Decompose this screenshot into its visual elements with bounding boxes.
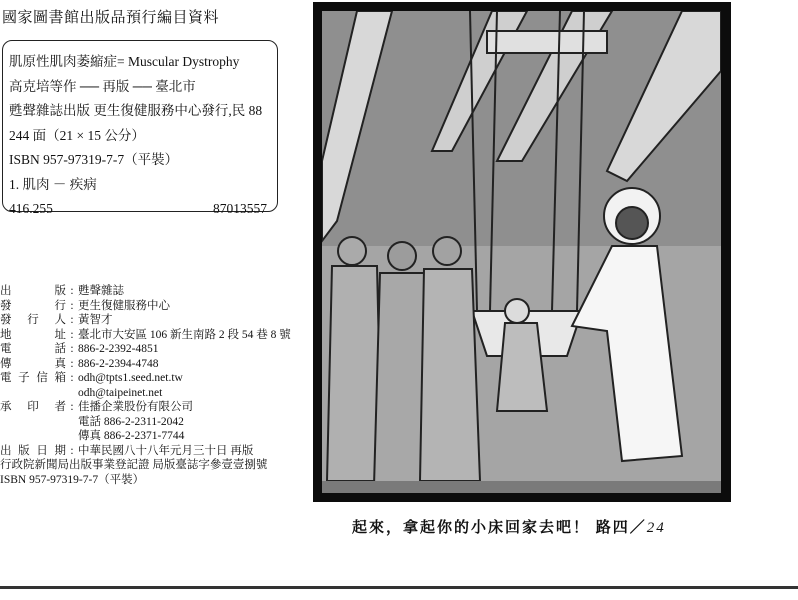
publisher-label: 出版	[0, 285, 66, 297]
cip-title-line: 肌原性肌肉萎縮症= Muscular Dystrophy	[9, 54, 240, 69]
colon: :	[70, 299, 74, 312]
phone-value: 886-2-2392-4851	[78, 343, 159, 355]
man-1-head	[338, 237, 366, 265]
publisher-value: 甦聲雜誌	[78, 285, 124, 297]
issuer-row	[0, 299, 300, 314]
man-3-head	[433, 237, 461, 265]
publication-info	[0, 284, 300, 487]
cip-class-number: 416.255	[9, 201, 53, 216]
man-1-body	[327, 266, 382, 481]
bottom-rule	[0, 586, 798, 589]
colon: :	[70, 401, 74, 413]
issuer-person-row	[0, 313, 300, 328]
fax-label: 傳真	[0, 357, 66, 370]
cip-pages-line: 244 面（21 × 15 公分）	[9, 127, 145, 143]
colon: :	[70, 314, 74, 326]
cip-publisher-line: 甦聲雜誌出版 更生復健服務中心發行,民 88	[9, 103, 263, 118]
isbn-line: ISBN 957-97319-7-7（平裝）	[0, 473, 145, 486]
cip-numbers-line	[9, 197, 277, 222]
fax-row	[0, 357, 300, 372]
issuer-value: 更生復健服務中心	[78, 299, 170, 312]
address-row	[0, 328, 300, 343]
roof-opening	[487, 31, 607, 53]
issuer-person-label: 發行人	[0, 314, 66, 326]
colon: :	[70, 328, 74, 341]
caption-page-number: 24	[646, 520, 666, 536]
colon: :	[70, 357, 74, 370]
printer-label: 承印者	[0, 401, 66, 413]
cip-heading: 國家圖書館出版品預行編目資料	[2, 10, 220, 26]
email-row	[0, 371, 300, 386]
registration-line: 行政院新聞局出版事業登記證 局版臺誌字參壹壹捌號	[0, 459, 268, 471]
illustration-healing-paralytic	[322, 11, 721, 493]
illustration-caption	[352, 516, 666, 537]
date-value: 中華民國八十八年元月三十日 再版	[78, 444, 254, 457]
cip-isbn-line: ISBN 957-97319-7-7（平裝）	[9, 152, 179, 167]
issuer-label: 發行	[0, 299, 66, 312]
colon: :	[70, 444, 74, 457]
phone-label: 電話	[0, 343, 66, 355]
address-label: 地址	[0, 328, 66, 341]
caption-text: 起來，拿起你的小床回家去吧！ 路四／	[352, 520, 647, 536]
colon: :	[70, 343, 74, 355]
email-label: 電子信箱	[0, 372, 66, 384]
printer-row	[0, 400, 300, 415]
cip-box	[2, 40, 278, 216]
paralytic-body	[497, 323, 547, 411]
publisher-row	[0, 284, 300, 299]
paralytic-head	[505, 299, 529, 323]
email-value-2: odh@taipeinet.net	[78, 386, 163, 399]
date-label: 出版日期	[0, 444, 66, 457]
issuer-person-value: 黃智才	[78, 314, 113, 326]
date-row	[0, 444, 300, 459]
printer-phone: 電話 886-2-2311-2042	[78, 415, 184, 428]
cip-author-line: 高克培等作 ── 再版 ── 臺北市	[9, 78, 196, 94]
printer-value: 佳播企業股份有限公司	[78, 401, 193, 413]
address-value: 臺北市大安區 106 新生南路 2 段 54 巷 8 號	[78, 328, 291, 341]
man-2-head	[388, 242, 416, 270]
cip-catalog-number: 87013557	[213, 201, 267, 216]
man-3-body	[420, 269, 480, 481]
jesus-head	[616, 207, 648, 239]
email-value: odh@tpts1.seed.net.tw	[78, 372, 183, 384]
printer-fax: 傳真 886-2-2371-7744	[78, 430, 185, 442]
cip-subject-line: 1. 肌肉 － 疾病	[9, 176, 97, 192]
colon: :	[70, 285, 74, 297]
illustration-frame	[313, 2, 731, 502]
fax-value: 886-2-2394-4748	[78, 357, 159, 370]
phone-row	[0, 342, 300, 357]
colon: :	[70, 372, 74, 384]
floor	[322, 481, 721, 493]
